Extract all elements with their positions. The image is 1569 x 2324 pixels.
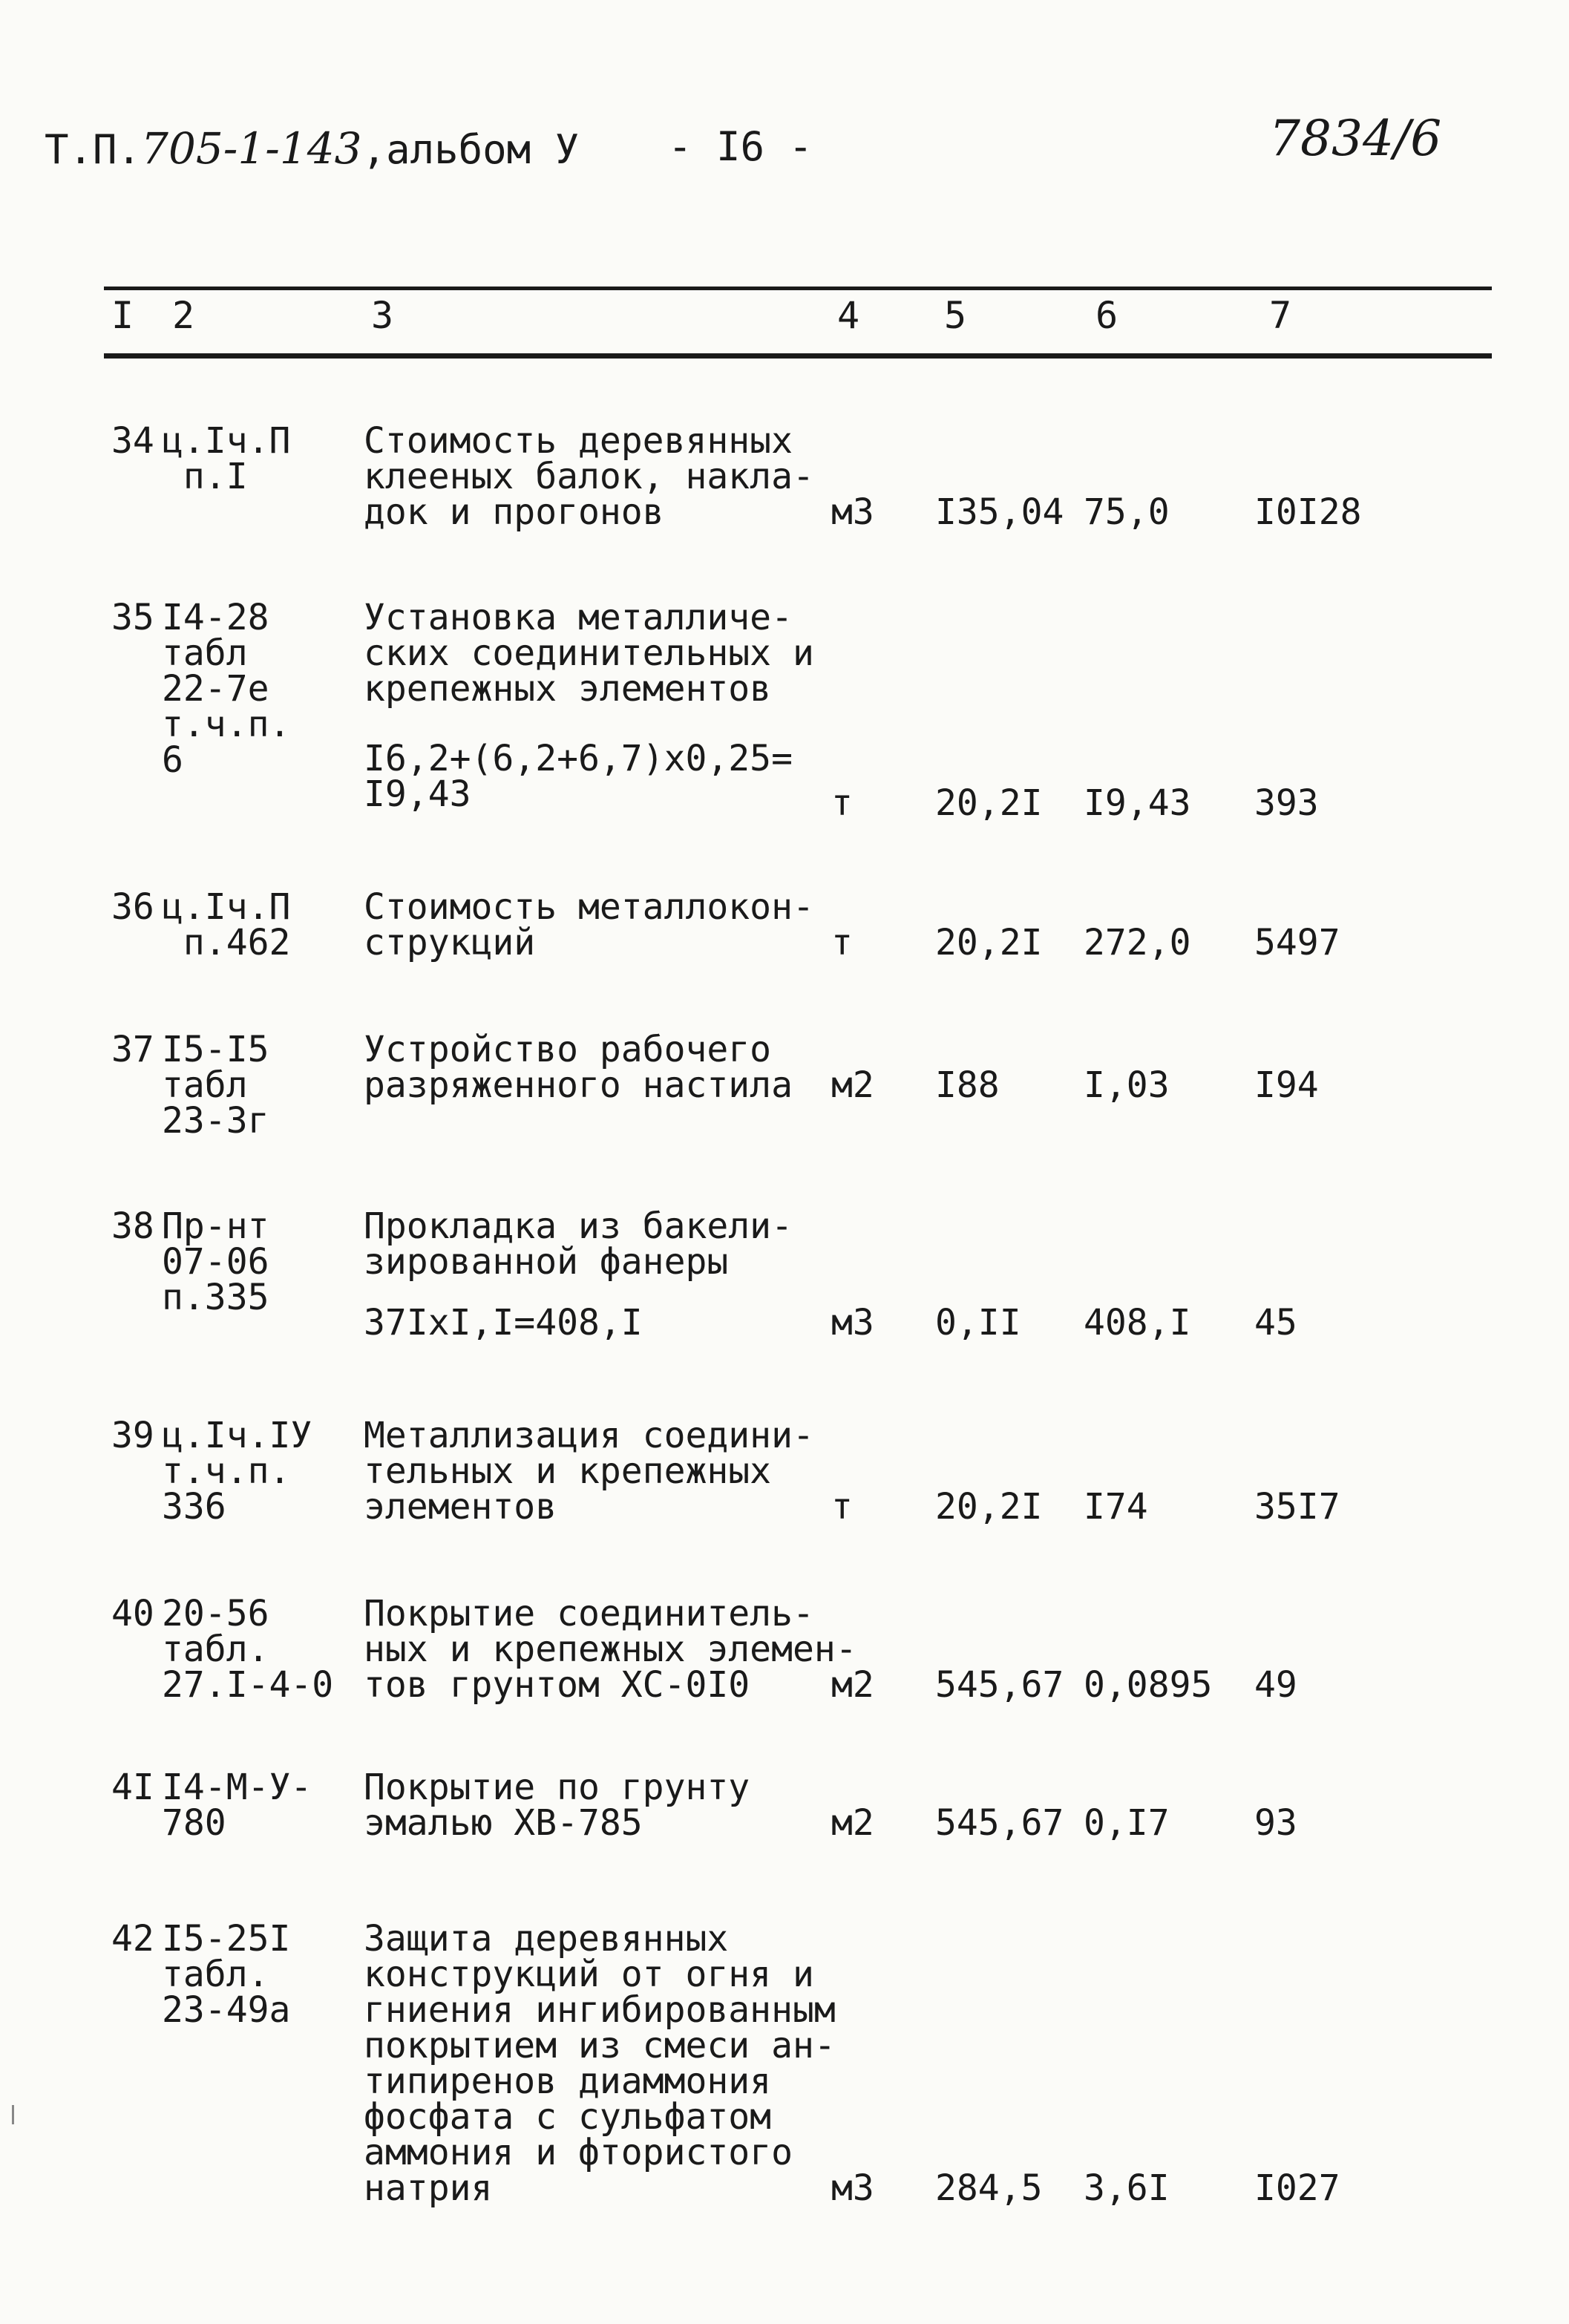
row-unit: т (831, 922, 853, 963)
row-code: I4-28 табл 22-7е т.ч.п. 6 (162, 597, 291, 781)
row-code: I5-25I табл. 23-49а (162, 1918, 291, 2031)
row-unit: т (831, 1486, 853, 1528)
row-quantity: 20,2I (935, 922, 1043, 963)
row-price: 0,I7 (1084, 1802, 1170, 1844)
row-code: ц.Iч.П п.I (162, 420, 291, 497)
row-code: ц.Iч.IУ т.ч.п. 336 (162, 1415, 312, 1528)
row-unit: м3 (831, 491, 874, 533)
row-number: 42 (111, 1918, 154, 1960)
row-description: Стоимость деревянных клееных балок, накла- док и прогонов (364, 420, 814, 533)
row-quantity: I35,04 (935, 491, 1064, 533)
row-description: Прокладка из бакели- зированной фанеры (364, 1205, 793, 1283)
row-code: Пр-нт 07-06 п.335 (162, 1205, 269, 1318)
row-total: I027 (1254, 2167, 1340, 2209)
project-prefix: Т.П. (45, 126, 142, 173)
row-number: 36 (111, 886, 154, 928)
row-price: 75,0 (1084, 491, 1170, 533)
album-label: ,альбом У (361, 126, 580, 173)
row-quantity: 284,5 (935, 2167, 1043, 2209)
row-total: 393 (1254, 782, 1319, 824)
row-unit: м3 (831, 1302, 874, 1343)
row-total: I0I28 (1254, 491, 1362, 533)
row-unit: т (831, 782, 853, 824)
row-number: 4I (111, 1767, 154, 1808)
row-code: I4-М-У- 780 (162, 1767, 312, 1844)
column-header-5: 5 (944, 294, 967, 337)
row-price: I,03 (1084, 1064, 1170, 1106)
row-price: 3,6I (1084, 2167, 1170, 2209)
row-description: Установка металличе- ских соединительных и крепежных элементов (364, 597, 814, 710)
row-total: 49 (1254, 1664, 1297, 1706)
column-header-6: 6 (1095, 294, 1118, 337)
row-code: I5-I5 табл 23-3г (162, 1029, 269, 1142)
column-header-3: 3 (371, 294, 394, 337)
page-header (45, 110, 1499, 192)
column-header-7: 7 (1269, 294, 1292, 337)
row-number: 37 (111, 1029, 154, 1070)
row-total: I94 (1254, 1064, 1319, 1106)
row-number: 38 (111, 1205, 154, 1247)
row-description: Покрытие соединитель- ных и крепежных элемен- тов грунтом ХС-0I0 (364, 1593, 857, 1706)
page-number: - I6 - (668, 123, 813, 170)
column-header-2: 2 (172, 294, 195, 337)
row-price: 408,I (1084, 1302, 1191, 1343)
row-price: I9,43 (1084, 782, 1191, 824)
row-total: 93 (1254, 1802, 1297, 1844)
row-description: Стоимость металлокон- струкций (364, 886, 814, 963)
row-quantity: 545,67 (935, 1802, 1064, 1844)
row-description: Устройство рабочего разряженного настила (364, 1029, 793, 1106)
row-description: Защита деревянных конструкций от огня и гниения ингибированным покрытием из смеси ан- типиренов диаммония фосфата с сульфатом аммония и фтористого натрия (364, 1918, 836, 2209)
project-reference (45, 123, 579, 174)
column-header-4: 4 (837, 294, 860, 337)
row-quantity: 545,67 (935, 1664, 1064, 1706)
row-unit: м2 (831, 1064, 874, 1106)
row-code: 20-56 табл. 27.I-4-0 (162, 1593, 334, 1706)
row-quantity: I88 (935, 1064, 1000, 1106)
row-price: 0,0895 (1084, 1664, 1213, 1706)
row-formula: 37IхI,I=408,I (364, 1302, 643, 1343)
table-top-rule (104, 287, 1492, 290)
document-number: 7834/6 (1269, 110, 1442, 167)
row-number: 34 (111, 420, 154, 462)
row-description: Покрытие по грунту эмалью ХВ-785 (364, 1767, 750, 1844)
row-formula: I6,2+(6,2+6,7)х0,25= I9,43 (364, 738, 793, 815)
row-quantity: 0,II (935, 1302, 1021, 1343)
row-quantity: 20,2I (935, 782, 1043, 824)
row-number: 40 (111, 1593, 154, 1634)
table-header-rule (104, 353, 1492, 359)
column-header-1: I (111, 294, 134, 337)
row-number: 39 (111, 1415, 154, 1456)
row-total: 5497 (1254, 922, 1340, 963)
row-unit: м3 (831, 2167, 874, 2209)
row-total: 45 (1254, 1302, 1297, 1343)
row-quantity: 20,2I (935, 1486, 1043, 1528)
project-number: 705-1-143 (141, 123, 362, 174)
row-price: I74 (1084, 1486, 1148, 1528)
row-number: 35 (111, 597, 154, 638)
margin-mark (12, 2105, 14, 2124)
row-unit: м2 (831, 1802, 874, 1844)
row-code: ц.Iч.П п.462 (162, 886, 291, 963)
row-description: Металлизация соедини- тельных и крепежных элементов (364, 1415, 814, 1528)
row-unit: м2 (831, 1664, 874, 1706)
row-price: 272,0 (1084, 922, 1191, 963)
row-total: 35I7 (1254, 1486, 1340, 1528)
